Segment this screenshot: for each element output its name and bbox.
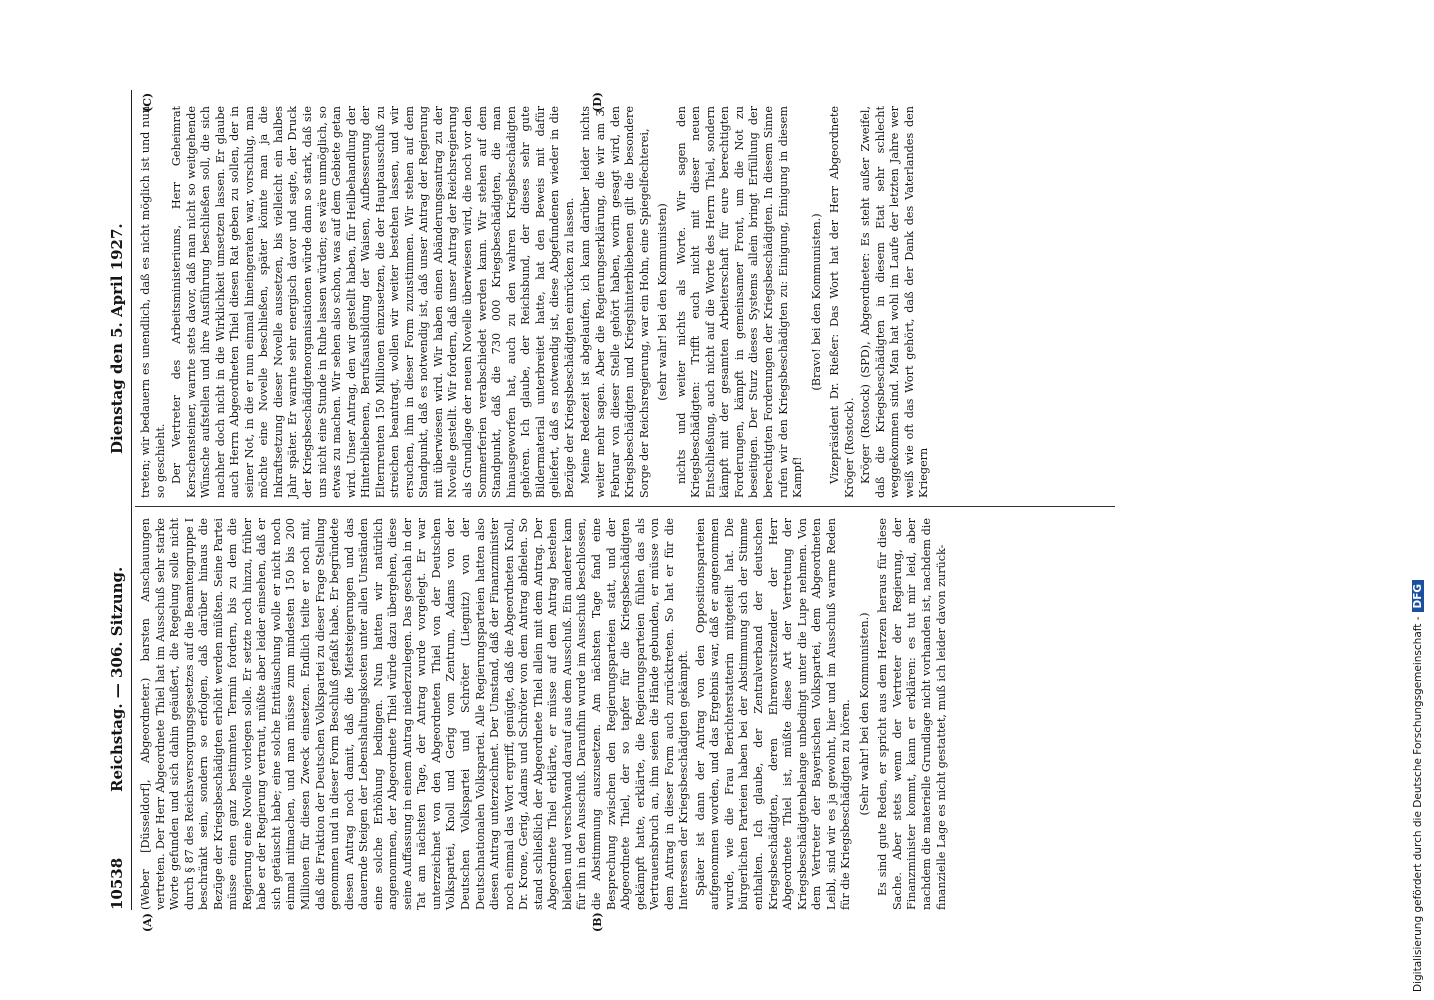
document-sheet [105, 90, 1195, 932]
paragraph: (Weber [Düsseldorf], Abgeordneter.) barsten Anschauungen vertreten. Der Herr Abgeordnete Thiel hat im Ausschuß sehr starke Worte gefunden und sich dahin geäußert, die Regelung solle nicht durch § 87 des Reichsversorgungsgesetzes auf die Beamtengruppe I beschränkt sein, sondern so erfolgen, daß darüber hinaus die Bezüge der Kriegsbeschädigten erhöht werden müßten. Seine Partei müsse einen ganz bestimmten Termin fordern, bis zu dem die Regierung eine Novelle vorlegen solle. Er setzte noch hinzu, früher habe er der Regierung vertraut, müßte aber leider einsehen, daß er sich getäuscht habe; eine solche Enttäuschung wolle er nicht noch einmal mitmachen, und man müsse zum mindesten 150 bis 200 Millionen für diesen Zweck einsetzen. Endlich teilte er noch mit, daß die Fraktion der Deutschen Volkspartei zu dieser Frage Stellung genommen und in dieser Form Beschluß gefaßt habe. Er begründete diesen Antrag noch damit, daß die Mietsteigerungen und das dauernde Steigen der Lebenshaltungskosten unter allen Umständen eine solche Erhöhung bedingen. Nun hatten wir natürlich angenommen, der Abgeordnete Thiel würde dazu übergehen, diese seine Auffassung in einem Antrag niederzulegen. Das geschah in der Tat am nächsten Tage, der Antrag wurde vorgelegt. Er war unterzeichnet von den Abgeordneten Thiel von der Deutschen Volkspartei, Knoll und Gerig vom Zentrum, Adams von der Deutschen Volkspartei und Schröter (Liegnitz) von der Deutschnationalen Volkspartei. Alle Regierungsparteien hatten also diesen Antrag unterzeichnet. Der Umstand, daß der Finanzminister noch einmal das Wort ergriff, genügte, daß die Abgeordneten Knoll, Dr. Krone, Gerig, Adams und Schröter von dem Antrag abfielen. So stand schließlich der Abgeordnete Thiel allein mit dem Antrag. Der Abgeordnete Thiel erklärte, er müsse auf dem Antrag bestehen bleiben und verschwand darauf aus dem Ausschuß. Ein anderer kam für ihn in den Ausschuß. Daraufhin wurde im Ausschuß beschlossen, die Abstimmung auszusetzen. Am nächsten Tage fand eine Besprechung zwischen den Regierungsparteien statt, und der Abgeordnete Thiel, der so tapfer für die Kriegsbeschädigten gekämpft hatte, erklärte, die Regierungsparteien fühlen das als Vertrauensbruch an, ihm seien die Hände gebunden, er müsse von dem Antrag in dieser Form auch zurücktreten. So hat er für die Interessen der Kriegsbeschädigten gekämpft. [139, 518, 691, 910]
paragraph: Es sind gute Reden, er spricht aus dem Herzen heraus für diese Sache. Aber stets wenn der Vertreter der Regierung, der Finanzminister kommt, kann er erklären: es tut mir leid, aber nachdem die materielle Grundlage nicht vorhanden ist, nachdem die finanzielle Lage es nicht gestattet, muß ich leider davon zurück- [876, 518, 948, 910]
session-date: Dienstag den 5. April 1927. [108, 223, 126, 454]
margin-marker-d: (D) [591, 92, 604, 112]
dfg-logo: DFG [1412, 580, 1424, 613]
paragraph: Später ist dann der Antrag von den Oppositionsparteien aufgenommen worden, und das Ergebnis war, daß er angenommen wurde, wie die Frau Berichterstatterin mitgeteilt hat. Die bürgerlichen Parteien haben bei der Abstimmung sich der Stimme enthalten. Ich glaube, der Zentralverband der deutschen Kriegsbeschädigten, deren Ehrenvorsitzender der Herr Abgeordnete Thiel ist, müßte diese Art der Vertretung der Kriegsbeschädigtenbelange unbedingt unter die Lupe nehmen. Von dem Vertreter der Bayerischen Volkspartei, dem Abgeordneten Leibl, sind wir es ja gewohnt, hier und im Ausschuß warme Reden für die Kriegsbeschädigten zu hören. [693, 518, 853, 910]
page-number: 10538 [108, 857, 126, 910]
paragraph: nichts und weiter nichts als Worte. Wir sagen den Kriegsbeschädigten: Trifft euch nicht mit dieser neuen Entschließung, auch nicht auf die Worte des Herrn Thiel, sondern kämpft mit der gesamten Arbeiterschaft für eure berechtigten Forderungen, kämpft in gemeinsamer Front, um die Not zu beseitigen. Der Sturz dieses Systems allein bringt Erfüllung der berechtigten Forderungen der Kriegsbeschädigten. In diesem Sinne rufen wir den Kriegsbeschädigten zu: Einigung, Einigung in diesem Kampf! [674, 106, 805, 498]
margin-marker-b: (B) [591, 912, 604, 932]
right-column [139, 106, 934, 498]
paragraph: Meine Redezeit ist abgelaufen, ich kann darüber leider nichts weiter mehr sagen. Aber die Regierungserklärung, die wir am 3. Februar von dieser Stelle gehört haben, worin gesagt wird, den Kriegsbeschädigten und Kriegshinterbliebenen gilt die besondere Sorge der Reichsregierung, war ein Hohn, eine Spiegelfechterei, [579, 106, 651, 498]
speaker-intro: Vizepräsident Dr. Rießer: Das Wort hat der Herr Abgeordnete Kröger (Rostock). [828, 106, 856, 498]
paragraph: Der Vertreter des Arbeitsministeriums, Herr Geheimrat Kerschensteiner, warnte stets davor, daß man nicht so weitgehende Wünsche aufstellen und ihre Ausführung beschließen soll, die sich nachher doch nicht in die Wirklichkeit umsetzen lassen. Er glaube auch Herrn Abgeordneten Thiel diesen Rat geben zu sollen, der in seiner Not, in die er nun einmal hineingeraten war, vorschlug, man möchte eine Novelle beschließen, später könnte man ja die Inkraftsetzung dieser Novelle aussetzen, bis vielleicht ein halbes Jahr später. Er warnte sehr energisch davor und sagte, der Druck der Kriegsbeschädigtenorganisationen würde dann so stark, daß sie uns nicht eine Stunde in Ruhe lassen würden; es wäre unmöglich, so etwas zu machen. Wir sehen also schon, was auf dem Gebiete getan wird. Unser Antrag, den wir gestellt haben, für Heilbehandlung der Hinterbliebenen, Berufsausbildung der Waisen, Aufbesserung der Elternrenten 150 Millionen einzusetzen, die der Hauptausschuß zu streichen beantragt, wollen wir weiter bestehen lassen, und wir ersuchen, ihm in dieser Form zuzustimmen. Wir stehen auf dem Standpunkt, daß es notwendig ist, daß unser Antrag der Regierung mit überwiesen wird. Wir haben einen Abänderungsantrag zu der Novelle gestellt. Wir fordern, daß unser Antrag der Reichsregierung als Grundlage der neuen Novelle überwiesen wird, die noch vor den Sommerferien verabschiedet werden kann. Wir stehen auf dem Standpunkt, daß die 730 000 Kriegsbeschädigten, die man hinausgeworfen hat, auch zu den wahren Kriegsbeschädigten gehören. Ich glaube, der Reichsbund, der dieses sehr gute Bildermaterial unterbreitet hatte, hat den Beweis mit dafür geliefert, daß es notwendig ist, diese Abgefundenen wieder in die Bezüge der Kriegsbeschädigten einrücken zu lassen. [170, 106, 576, 498]
interjection: (Bravo! bei den Kommunisten.) [809, 213, 823, 391]
interjection: (sehr wahr! bei den Kommunisten) [656, 203, 670, 401]
interjection: (Sehr wahr! bei den Kommunisten.) [857, 612, 871, 816]
paragraph: treten; wir bedauern es unendlich, daß es nicht möglich ist und nun so geschieht. [139, 106, 167, 498]
left-column [139, 518, 951, 910]
page-header [105, 90, 132, 910]
margin-marker-a: (A) [141, 913, 154, 932]
column-divider [135, 506, 1115, 507]
funding-note-text: Digitalisierung gefördert durch die Deutsche Forschungsgemeinschaft - [1412, 616, 1424, 992]
dfg-funding-note [1412, 12, 1428, 992]
margin-marker-c: (C) [141, 92, 154, 112]
paragraph: Kröger (Rostock) (SPD), Abgeordneter: Es steht außer Zweifel, daß die Kriegsbeschädigten in diesem Etat sehr schlecht weggekommen sind. Man hat wohl im Laufe der letzten Jahre wer weiß wie oft das Wort gehört, daß der Dank des Vaterlandes den Kriegern [859, 106, 931, 498]
session-title: Reichstag. — 306. Sitzung. [108, 566, 126, 792]
